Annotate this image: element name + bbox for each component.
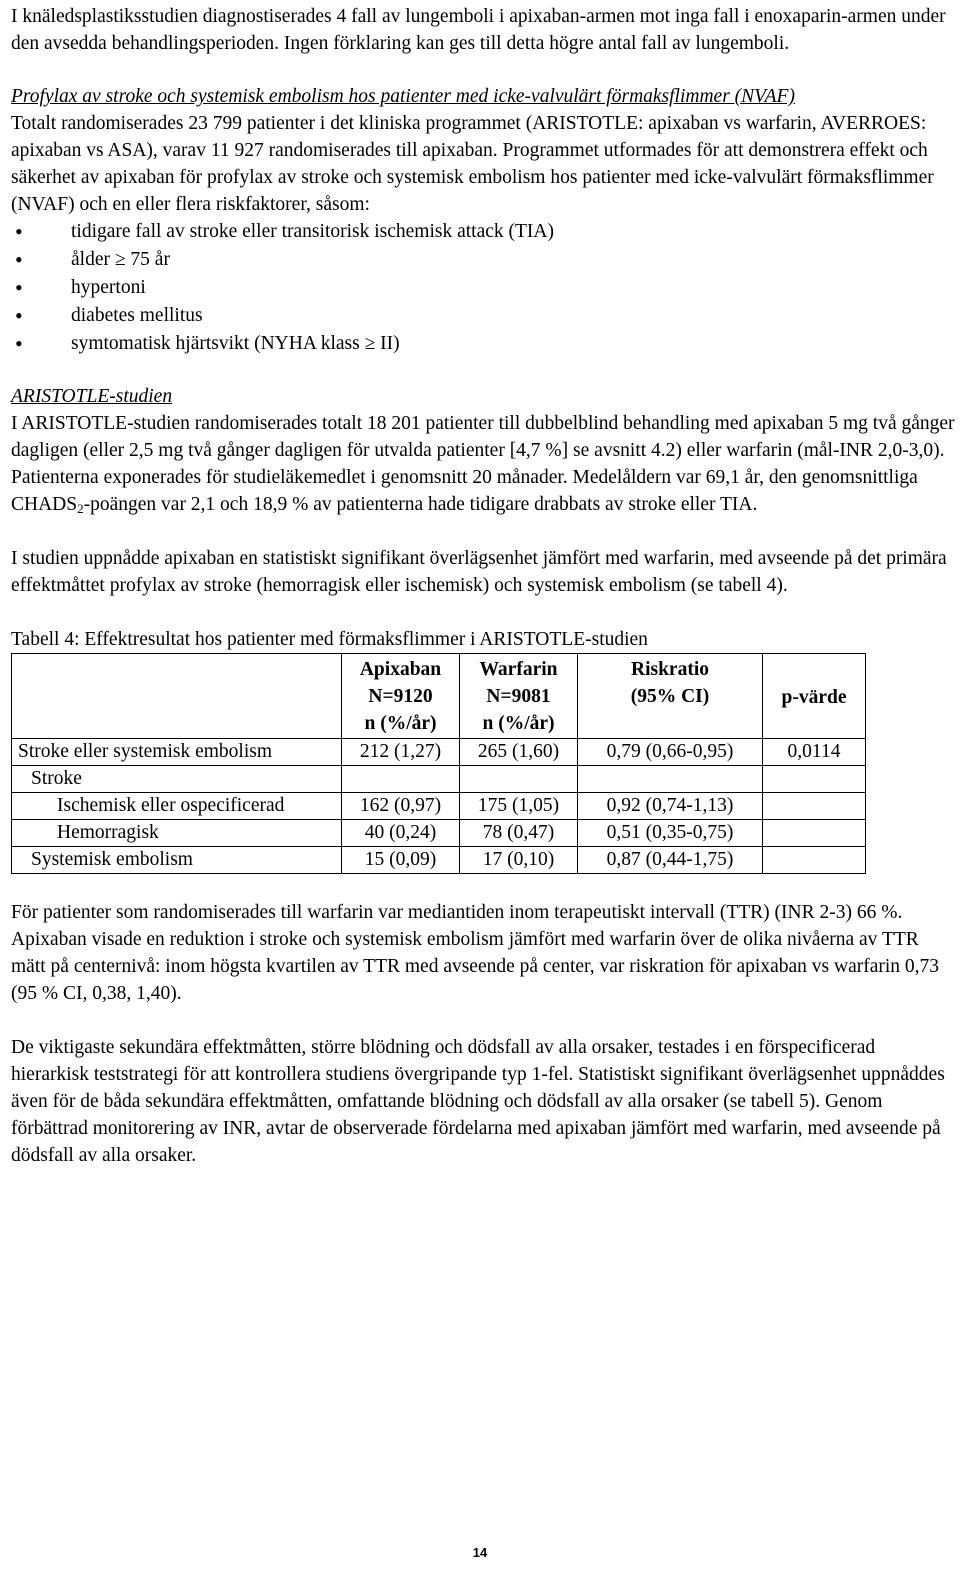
cell-warfarin: 17 (0,10) <box>460 847 578 874</box>
table-row <box>12 820 866 847</box>
table-caption: Tabell 4: Effektresultat hos patienter med förmaksflimmer i ARISTOTLE-studien <box>11 629 648 650</box>
chads-subscript: 2 <box>77 501 84 516</box>
aristotle-text-pre: I ARISTOTLE-studien randomiserades totalt 18 201 patienter till dubbelblind behandling med apixaban 5 mg två gånger dagligen (eller 2,5 mg två gånger dagligen för utvalda patienter [4,7 %] se avsnitt 4.2) eller warfarin (mål-INR 2,0-3,0). Patienterna exponerades för studieläkemedlet i genomsnitt 20 månader. Medelåldern var 69,1 år, den genomsnittliga CHADS <box>11 413 955 515</box>
cell-riskratio: 0,51 (0,35-0,75) <box>578 820 763 847</box>
table-row <box>12 766 866 793</box>
section-heading-nvaf: Profylax av stroke och systemisk embolism hos patienter med icke-valvulärt förmaksflimmer (NVAF) <box>11 86 795 107</box>
list-item: • symtomatisk hjärtsvikt (NYHA klass ≥ II) <box>11 330 956 358</box>
cell-riskratio <box>578 766 763 793</box>
table-row <box>12 739 866 766</box>
table-header-pvalue: p-värde <box>763 654 866 739</box>
cell-warfarin: 265 (1,60) <box>460 739 578 766</box>
row-label: Ischemisk eller ospecificerad <box>12 793 342 820</box>
header-line: n (%/år) <box>482 713 555 734</box>
row-label: Stroke eller systemisk embolism <box>12 739 342 766</box>
header-line: N=9120 <box>368 686 433 707</box>
table-header-riskratio <box>578 654 763 739</box>
table-header-empty <box>12 654 342 739</box>
efficacy-table <box>11 653 866 874</box>
table-row <box>12 793 866 820</box>
header-line: n (%/år) <box>364 713 437 734</box>
risk-factor-list <box>11 218 956 358</box>
header-line: N=9081 <box>486 686 551 707</box>
page-number: 14 <box>472 1545 488 1560</box>
row-label: Stroke <box>12 766 342 793</box>
cell-pvalue <box>763 766 866 793</box>
header-line: Riskratio <box>631 659 709 680</box>
list-item: • hypertoni <box>11 274 956 302</box>
list-item: • ålder ≥ 75 år <box>11 246 956 274</box>
paragraph-nvaf-intro: Totalt randomiserades 23 799 patienter i det kliniska programmet (ARISTOTLE: apixaban vs warfarin, AVERROES: apixaban vs ASA), varav 11 927 randomiserades till apixaban. Programmet utformades för att demonstrera effekt och säkerhet av apixaban för profylax av stroke och systemisk embolism hos patienter med icke-valvulärt förmaksflimmer (NVAF) och en eller flera riskfaktorer, såsom: <box>11 113 934 215</box>
header-line: Apixaban <box>359 659 442 680</box>
table-header-warfarin <box>460 654 578 739</box>
cell-apixaban: 15 (0,09) <box>342 847 460 874</box>
paragraph-secondary-endpoints: De viktigaste sekundära effektmåtten, större blödning och dödsfall av alla orsaker, testades i en förspecificerad hierarkisk teststrategi för att kontrollera studiens övergripande typ 1-fel. Statistiskt signifikant överlägsenhet uppnåddes även för de båda sekundära effektmåtten, omfattande blödning och dödsfall av alla orsaker (se tabell 5). Genom förbättrad monitorering av INR, avtar de observerade fördelarna med apixaban jämfört med warfarin, med avseende på dödsfall av alla orsaker. <box>11 1037 945 1166</box>
paragraph-ttr-reduction: Apixaban visade en reduktion i stroke och systemisk embolism jämfört med warfarin över de olika nivåerna av TTR mätt på centernivå: inom högsta kvartilen av TTR med avseende på center, var riskration för apixaban vs warfarin 0,73 (95 % CI, 0,38, 1,40). <box>11 929 940 1004</box>
table-header-apixaban <box>342 654 460 739</box>
cell-apixaban <box>342 766 460 793</box>
list-item: • tidigare fall av stroke eller transitorisk ischemisk attack (TIA) <box>11 218 956 246</box>
cell-riskratio: 0,92 (0,74-1,13) <box>578 793 763 820</box>
cell-warfarin: 175 (1,05) <box>460 793 578 820</box>
paragraph-knee-study: I knäledsplastiksstudien diagnostiserades 4 fall av lungemboli i apixaban-armen mot inga fall i enoxaparin-armen under den avsedda behandlingsperioden. Ingen förklaring kan ges till detta högre antal fall av lungemboli. <box>11 6 946 54</box>
cell-riskratio: 0,87 (0,44-1,75) <box>578 847 763 874</box>
table-row <box>12 847 866 874</box>
cell-apixaban: 212 (1,27) <box>342 739 460 766</box>
cell-warfarin <box>460 766 578 793</box>
cell-pvalue <box>763 820 866 847</box>
row-label: Systemisk embolism <box>12 847 342 874</box>
paragraph-aristotle-design <box>11 410 956 518</box>
cell-warfarin: 78 (0,47) <box>460 820 578 847</box>
cell-pvalue <box>763 847 866 874</box>
cell-pvalue <box>763 793 866 820</box>
cell-apixaban: 40 (0,24) <box>342 820 460 847</box>
paragraph-ttr: För patienter som randomiserades till warfarin var mediantiden inom terapeutiskt intervall (TTR) (INR 2-3) 66 %. <box>11 902 903 923</box>
paragraph-aristotle-result: I studien uppnådde apixaban en statistiskt signifikant överlägsenhet jämfört med warfarin, med avseende på det primära effektmåttet profylax av stroke (hemorragisk eller ischemisk) och systemisk embolism (se tabell 4). <box>11 548 947 596</box>
row-label: Hemorragisk <box>12 820 342 847</box>
list-item: • diabetes mellitus <box>11 302 956 330</box>
cell-pvalue: 0,0114 <box>763 739 866 766</box>
header-line: (95% CI) <box>630 686 710 707</box>
section-heading-aristotle: ARISTOTLE-studien <box>11 386 173 407</box>
document-page <box>11 0 956 1169</box>
cell-apixaban: 162 (0,97) <box>342 793 460 820</box>
header-line: Warfarin <box>479 659 558 680</box>
cell-riskratio: 0,79 (0,66-0,95) <box>578 739 763 766</box>
aristotle-text-post: -poängen var 2,1 och 18,9 % av patienterna hade tidigare drabbats av stroke eller TIA. <box>83 494 758 515</box>
table-header-row <box>12 654 866 739</box>
